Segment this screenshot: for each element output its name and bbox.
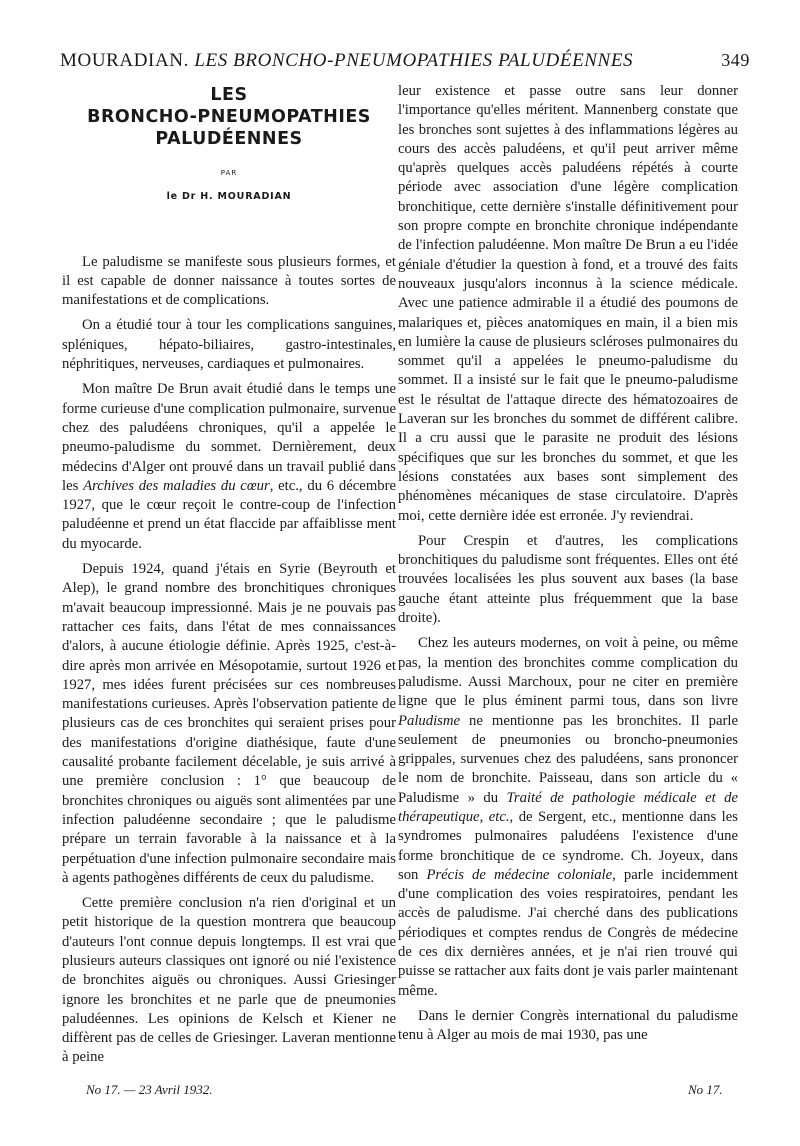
paragraph: Le paludisme se manifeste sous plusieurs formes, et il est capable de donner naissance à toutes sortes de manifestations et de complications. (62, 253, 396, 309)
journal-title: Archives des maladies du cœur (83, 477, 270, 494)
paragraph: leur existence et passe outre sans leur donner l'importance qu'elles méritent. Mannenberg constate que les bronches sont sujettes à des inflammations légères au cours des accès paludéens, et qu'il peut arriver même qu'après quelques accès paludéens répétés à courte période avec association d'une légère complication bronchitique, cette dernière s'installe définitivement pour son propre compte en bronchite chronique indépendante de l'infection paludéenne. Mon maître De Brun a eu l'idée géniale d'étudier la question à fond, et a trouvé des faits nouveaux jusqu'alors inconnus à la science médicale. Avec une patience admirable il a étudié des poumons de malariques et, pièces anatomiques en main, il a bien mis en lumière la cause de plusieurs scléroses pulmonaires du sommet qu'il a appelées le pneumo-paludisme du sommet. Il a insisté sur le fait que le pneumo-paludisme est le résultat de l'attaque directe des hématozoaires de Laveran sur les bronches du sommet de différent calibre. Il a cru aussi que le parasite ne produit des lésions spécifiques que sur les bronches du sommet, et que les lésions constatées aux bases sont simplement des phénomènes mécaniques de stase circulatoire. D'après moi, cette dernière idée est erronée. J'y reviendrai. (398, 83, 738, 524)
text-run: Mon maître De Brun avait étudié dans le temps une forme curieuse d'une complication pulmonaire, survenue chez des paludéens chroniques, qu'il a appelée le pneumo-paludisme du sommet. Dernièrement, deux médecins d'Alger ont prouvé dans un travail publié dans les (62, 381, 396, 494)
book-title: Précis de médecine coloniale (426, 866, 613, 883)
running-head (60, 50, 750, 72)
article-title-line: BRONCHO-PNEUMOPATHIES (87, 107, 371, 127)
footer-number: No 17. (688, 1082, 723, 1097)
text-run: Chez les auteurs modernes, on voit à peine, ou même pas, la mention des bronchites comme complication du paludisme. Aussi Marchoux, pour ne citer en première ligne que le plus éminent parmi tous, dans son livre (398, 635, 738, 710)
running-head-title (60, 50, 633, 72)
paragraph: Pour Crespin et d'autres, les complications bronchitiques du paludisme sont fréquentes. Elles ont été trouvées localisées les plus souvent aux bases (la base gauche étant atteinte plus fréquemment que la base droite). (398, 532, 738, 627)
left-column (62, 82, 396, 1068)
paragraph (62, 380, 396, 554)
paragraph: Depuis 1924, quand j'étais en Syrie (Beyrouth et Alep), le grand nombre des bronchitiques chroniques m'avait beaucoup impressionné. Mais je ne pouvais pas rattacher ces faits, dans l'état de mes connaissances d'alors, à aucune étiologie définie. Après 1925, c'est-à-dire après mon arrivée en Mésopotamie, surtout 1926 et 1927, mes idées furent précisées sur ces nombreuses manifestations curieuses. Après l'observation patiente de plusieurs cas de ces bronchites qui seraient prises pour des manifestations d'origine diathésique, faute d'une causalité probante facilement décelable, je suis arrivé à une première conclusion : 1° que beaucoup de bronchites chroniques ou aiguës sont alimentées par une infection paludéenne secondaire ; que le paludisme prépare un terrain favorable à la naissance et à la perpétuation d'une infection pulmonaire secondaire mais à agents pathogènes différents de ceux du paludisme. (62, 561, 396, 886)
article-title (62, 84, 396, 150)
book-title: Traité de pathologie médicale et de thérapeutique, etc. (398, 789, 738, 825)
paragraph: On a étudié tour à tour les complications sanguines, spléniques, hépato-biliaires, gastro-intestinales, néphritiques, nerveuses, cardiaques et pulmonaires. (62, 317, 396, 373)
paragraph (398, 634, 738, 1001)
text-run: , etc., du 6 décembre 1927, que le cœur reçoit le contre-coup de l'infection paludéenne et prend un état flaccide par affaiblisse ment du myocarde. (62, 477, 397, 552)
article-author: le Dr H. MOURADIAN (166, 191, 292, 203)
text-run: , parle incidemment d'une complication des voies respiratoires, pendant les accès de paludisme. J'ai cherché dans des publications périodiques et comptes rendus de Congrès de médecine de ces dix dernières années, et je n'ai rien trouvé qui puisse se rattacher aux faits dont je vais parler maintenant même. (398, 866, 738, 999)
right-column (398, 82, 738, 1046)
article-title-line: LES (210, 85, 248, 105)
running-head-author: MOURADIAN. (60, 50, 189, 71)
footer-issue: No 17. — 23 Avril 1932. (86, 1082, 213, 1097)
article-by: PAR (220, 169, 238, 177)
paragraph: Dans le dernier Congrès international du paludisme tenu à Alger au mois de mai 1930, pas une (398, 1007, 738, 1044)
book-title: Paludisme (398, 712, 461, 729)
article-title-line: PALUDÉENNES (155, 129, 303, 149)
paragraph: Cette première conclusion n'a rien d'original et un petit historique de la question montrera que beaucoup d'auteurs l'ont connue depuis longtemps. Il est vrai que plusieurs auteurs classiques ont ignoré ou nié l'existence de bronchites aiguës ou chroniques. Aussi Griesinger ignore les bronchites et ne parle que de pneumonies paludéennes. Les opinions de Kelsch et Kiener ne diffèrent pas de celles de Griesinger. Laveran mentionne à peine (62, 895, 396, 1066)
page-number: 349 (721, 50, 750, 70)
running-head-article-title: LES BRONCHO-PNEUMOPATHIES PALUDÉENNES (194, 50, 634, 71)
text-run: ne mentionne pas les bronchites. Il parle seulement de pneumonies ou broncho-pneumonies grippales, survenues chez des paludéens, sans prononcer le nom de bronchite. Paisseau, dans son article du « Paludisme » du (398, 712, 738, 806)
text-run: , de Sergent, etc., mentionne dans les syndromes pulmonaires paludéens l'existence d'une forme bronchitique de ce syndrome. Ch. Joyeux, dans son (398, 808, 738, 883)
